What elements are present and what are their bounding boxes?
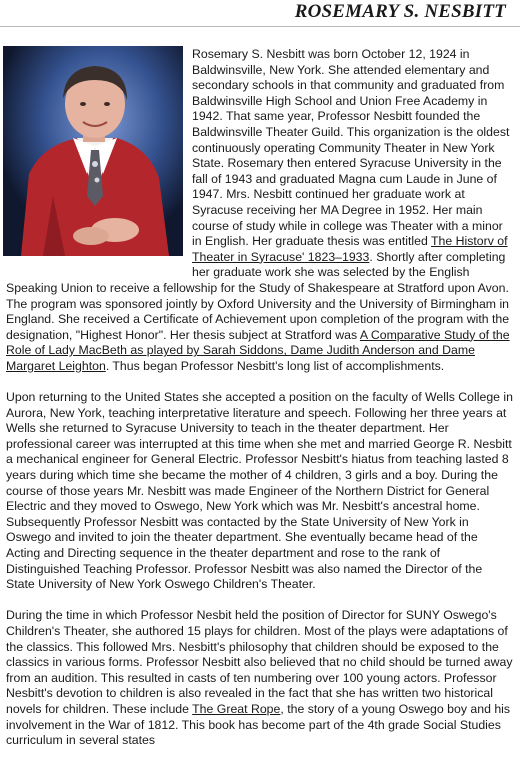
stratford-thesis-title: A Comparative Study of the Role of Lady MacBeth as played by Sarah Siddons, Dame Judith Anderson and Dame Margaret Leighton [6,327,510,373]
page-title: ROSEMARY S. NESBITT [294,1,506,22]
paragraph-text: During the time in which Professor Nesbit held the position of Director for SUNY Oswego's Children's Theater, she authored 15 plays for children. Most of the plays were adaptations of the classics. This followed Mrs. Nesbitt's philosophy that children should be exposed to the classics in various forms. Professor Nesbitt also believed that no child should be turned away from an audition. This resulted in casts of ten numbering over 100 young actors. Professor Nesbitt's devotion to children is also revealed in the fact that she has written two historical novels for children. These include [6,608,513,716]
thesis-title: The Historv of Theater in Syracuse' 1823–1933 [192,234,508,264]
title-divider [0,26,520,27]
biography-text [6,47,514,764]
paragraph-text: . Thus began Professor Nesbitt's long list of accomplishments. [105,358,445,373]
paragraph-text: Upon returning to the United States she accepted a position on the faculty of Wells College in Aurora, New York, teaching interpretative literature and speech. Following her three years at Wells she returned to Syracuse University to teach in the theater department. Her professional career was interrupted at this time when she met and married George R. Nesbitt a mechanical engineer for General Electric. Professor Nesbitt's hiatus from teaching lasted 8 years during which time she became the mother of 4 children, 3 girls and a boy. During the course of those years Mr. Nesbitt was made Engineer of the Northern District for General Electric and they moved to Oswego, New York which was Mr. Nesbitt's ancestral home. Subsequently Professor Nesbitt was contacted by the State University of New York in Oswego and invited to join the theater department. She eventually became head of the Acting and Directing sequence in the theater department and rose to the rank of Distinguished Teaching Professor. Professor Nesbitt was also named the Director of the State University of New York Oswego Children's Theater. [6,390,513,592]
paragraph-early-life [6,47,514,374]
paragraph-childrens-theater [6,608,514,748]
paragraph-career [6,390,514,593]
paragraph-text: . Shortly after completing her graduate work she was selected by the English Speaking Union to receive a fellowship for the Study of Shakespeare at Stratford upon Avon. The program was sponsored jointly by Oxford University and the University of Birmingham in England. She received a Certificate of Achievement upon completion of the program with the designation, "Highest Honor". Her thesis subject at Stratford was [6,249,510,342]
novel-title: The Great Rope [192,701,281,716]
paragraph-text: , the story of a young Oswego boy and his involvement in the War of 1812. This book has become part of the 4th grade Social Studies curriculum in several states [6,701,511,748]
photo-spacer [6,47,192,268]
paragraph-text: Rosemary S. Nesbitt was born October 12, 1924 in Baldwinsville, New York. She attended elementary and secondary schools in that community and graduated from Baldwinsville High School and Union Free Academy in 1942. That same year, Professor Nesbitt founded the Baldwinsville Theater Guild. This organization is the oldest continuously operating Community Theater in New York State. Rosemary then entered Syracuse University in the fall of 1943 and graduated Magna cum Laude in June of 1947. Mrs. Nesbitt continued her graduate work at Syracuse receiving her MA Degree in 1952. Her main course of study while in college was Theater with a minor in English. Her graduate thesis was entitled [192,47,510,249]
